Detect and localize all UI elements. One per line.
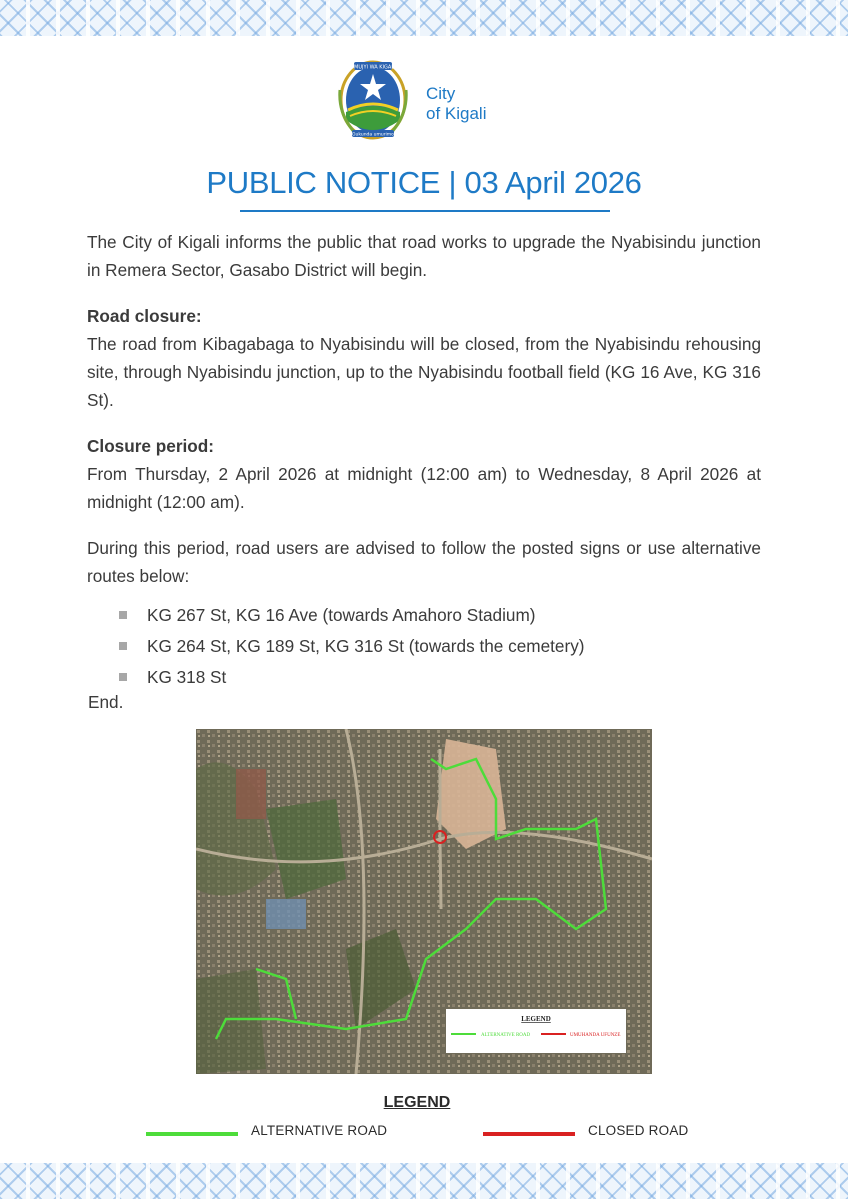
road-closure-heading: Road closure: xyxy=(87,306,202,326)
alternative-road-swatch xyxy=(146,1132,238,1136)
decorative-border-bottom xyxy=(0,1163,848,1199)
road-closure-text: The road from Kibagabaga to Nyabisindu will be closed, from the Nyabisindu rehousing site, through Nyabisindu junction, up to the Nyabisindu football field (KG 16 Ave, KG 316 St). xyxy=(87,334,761,410)
list-item: KG 267 St, KG 16 Ave (towards Amahoro Stadium) xyxy=(119,600,761,631)
closed-road-label: CLOSED ROAD xyxy=(588,1123,689,1138)
closure-period-text: From Thursday, 2 April 2026 at midnight (12:00 am) to Wednesday, 8 April 2026 at midnight (12:00 am). xyxy=(87,464,761,512)
end-marker: End. xyxy=(88,692,124,712)
list-item: KG 318 St xyxy=(119,662,761,693)
closure-period-heading: Closure period: xyxy=(87,436,215,456)
organization-name-line2: of Kigali xyxy=(426,104,487,123)
decorative-border-top xyxy=(0,0,848,36)
map-alternative-label: ALTERNATIVE ROAD xyxy=(481,1033,531,1038)
legend-title: LEGEND xyxy=(383,1094,451,1111)
seal-motto-bottom: Gukunda umurimo xyxy=(352,132,394,138)
map-legend-title: LEGEND xyxy=(521,1015,551,1023)
closed-road-swatch xyxy=(483,1132,575,1136)
notice-body xyxy=(87,228,761,693)
title-underline xyxy=(240,210,610,212)
organization-name xyxy=(426,84,486,124)
intro-paragraph: The City of Kigali informs the public that road works to upgrade the Nyabisindu junction in Remera Sector, Gasabo District will begin. xyxy=(87,232,761,280)
seal-motto-top: UMUJYI WA KIGALI xyxy=(350,64,396,71)
advice-paragraph: During this period, road users are advised to follow the posted signs or use alternative routes below: xyxy=(87,538,761,586)
list-item: KG 264 St, KG 189 St, KG 316 St (towards the cemetery) xyxy=(119,631,761,662)
alternative-road-label: ALTERNATIVE ROAD xyxy=(251,1123,388,1138)
alternative-routes-list xyxy=(87,600,761,693)
map-closed-label: UMUHANDA UFUNZE xyxy=(570,1033,621,1038)
route-map xyxy=(196,729,652,1074)
notice-title: PUBLIC NOTICE | 03 April 2026 xyxy=(206,165,642,200)
organization-name-line1: City xyxy=(426,84,456,103)
